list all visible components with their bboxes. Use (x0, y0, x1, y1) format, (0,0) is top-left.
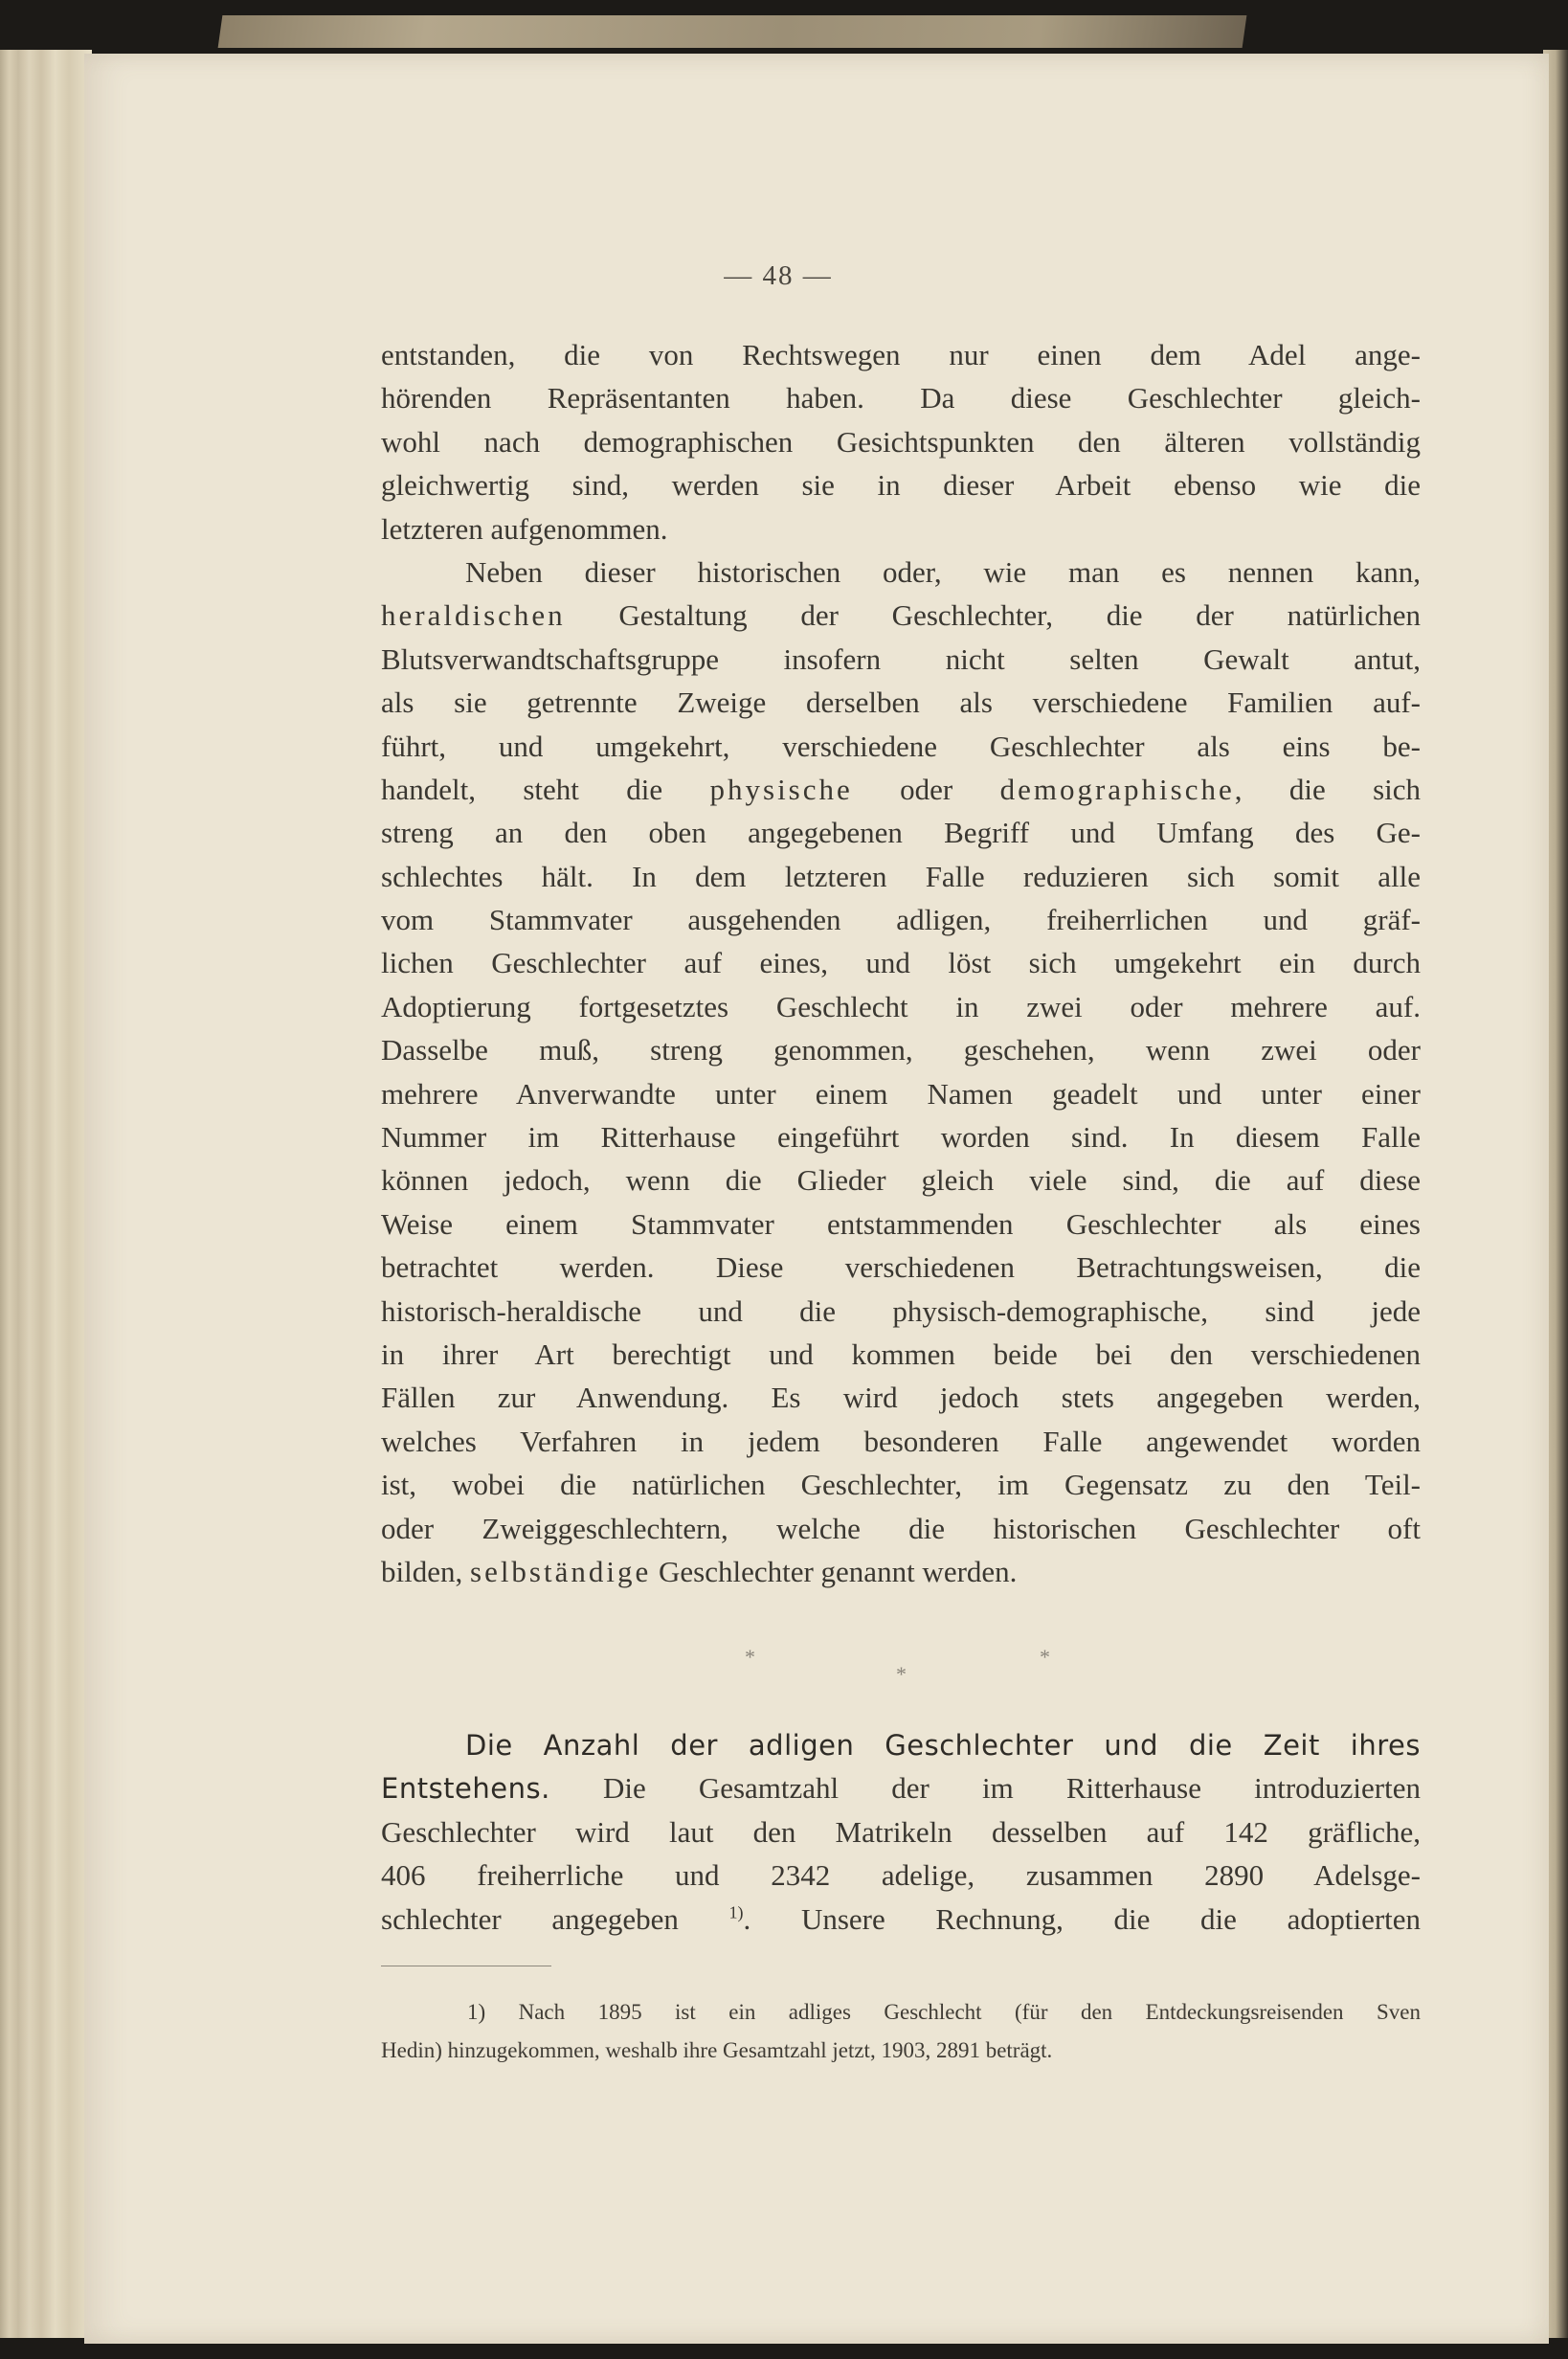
text-line: Dasselbe muß, streng genommen, geschehen, wenn zwei oder (381, 1033, 1421, 1067)
stacked-page-edges (0, 50, 92, 2344)
text-line: Nummer im Ritterhause eingeführt worden sind. In diesem Falle (381, 1120, 1421, 1155)
book-cover-edge (218, 15, 1247, 48)
text-line: streng an den oben angegebenen Begriff und Umfang des Ge- (381, 816, 1421, 850)
text-line (381, 1766, 1421, 1809)
text-line: Neben dieser historischen oder, wie man es nennen kann, (465, 554, 1421, 589)
text-line: vom Stammvater ausgehenden adligen, freiherrlichen und gräf- (381, 903, 1421, 937)
text-line: Weise einem Stammvater entstammenden Geschlechter als eines (381, 1206, 1421, 1241)
text-line: wohl nach demographischen Gesichtspunkten den älteren vollständig (381, 424, 1421, 459)
text-line: oder Zweiggeschlechtern, welche die historischen Geschlechter oft (381, 1511, 1421, 1545)
text-run: schlechter angegeben (381, 1901, 679, 1936)
text-line: welches Verfahren in jedem besonderen Falle angewendet worden (381, 1424, 1421, 1458)
text-line: in ihrer Art berechtigt und kommen beide bei den verschiedenen (381, 1337, 1421, 1371)
footnote-reference: 1) (728, 1902, 744, 1922)
text-line: hörenden Repräsentanten haben. Da diese Geschlechter gleich- (381, 381, 1421, 416)
text-line: 406 freiherrliche und 2342 adelige, zusammen 2890 Adelsge- (381, 1858, 1421, 1893)
text-line (381, 768, 1421, 811)
text-run: bilden, (381, 1554, 463, 1588)
text-run: oder (900, 772, 953, 806)
section-text (381, 1723, 1421, 1941)
spaced-word: heraldischen (381, 598, 566, 633)
text-line: gleichwertig sind, werden sie in dieser Arbeit ebenso wie die (381, 468, 1421, 503)
footnote-line: 1) Nach 1895 ist ein adliges Geschlecht (für den Entdeckungsreisenden Sven (467, 2000, 1421, 2024)
text-line (381, 594, 1421, 637)
section-heading: Entstehens. (381, 1772, 550, 1806)
text-line: lichen Geschlechter auf eines, und löst sich umgekehrt ein durch (381, 946, 1421, 980)
text-run: Gestaltung der Geschlechter, die der natürlichen (618, 598, 1422, 633)
text-run: . Unsere Rechnung, die die adoptierten (743, 1901, 1422, 1936)
asterisk-icon: * (745, 1645, 755, 1669)
asterisk-icon: * (896, 1662, 907, 1686)
text-line: schlechtes hält. In dem letzteren Falle reduzieren sich somit alle (381, 859, 1421, 893)
text-run: , die sich (1234, 772, 1422, 806)
spaced-word: physische (709, 772, 853, 806)
text-run: Geschlechter genannt werden. (659, 1554, 1018, 1588)
section-ornament (0, 1645, 1568, 1702)
page-number: — 48 — (724, 260, 833, 291)
text-line: führt, und umgekehrt, verschiedene Geschlechter als eins be- (381, 729, 1421, 763)
text-run: Die Gesamtzahl der im Ritterhause introduzierten (602, 1771, 1422, 1806)
text-line: können jedoch, wenn die Glieder gleich viele sind, die auf diese (381, 1163, 1421, 1198)
asterisk-icon: * (1040, 1645, 1050, 1669)
text-line (381, 1898, 1421, 1941)
text-line: mehrere Anverwandte unter einem Namen geadelt und unter einer (381, 1076, 1421, 1111)
text-line: Adoptierung fortgesetztes Geschlecht in zwei oder mehrere auf. (381, 989, 1421, 1023)
text-line: letzteren aufgenommen. (381, 511, 668, 546)
text-line: als sie getrennte Zweige derselben als verschiedene Familien auf- (381, 685, 1421, 720)
spaced-word: selbständige (470, 1554, 652, 1588)
footnote-line: Hedin) hinzugekommen, weshalb ihre Gesamtzahl jetzt, 1903, 2891 beträgt. (381, 2038, 1053, 2062)
text-line: historisch-heraldische und die physisch-demographische, sind jede (381, 1293, 1421, 1328)
section-heading: Die Anzahl der adligen Geschlechter und die Zeit ihres (465, 1729, 1421, 1762)
text-line (381, 1550, 1421, 1593)
text-line: Blutsverwandtschaftsgruppe insofern nicht selten Gewalt antut, (381, 641, 1421, 676)
body-text (381, 333, 1421, 1593)
text-line: betrachtet werden. Diese verschiedenen Betrachtungsweisen, die (381, 1250, 1421, 1285)
spaced-word: demographische (999, 772, 1235, 806)
text-line: entstanden, die von Rechtswegen nur einen dem Adel ange- (381, 338, 1421, 371)
footnote (381, 1993, 1421, 2070)
section-heading-line (381, 1723, 1421, 1766)
text-run: handelt, steht die (381, 772, 663, 806)
text-line: ist, wobei die natürlichen Geschlechter, im Gegensatz zu den Teil- (381, 1468, 1421, 1502)
text-line: Geschlechter wird laut den Matrikeln desselben auf 142 gräfliche, (381, 1814, 1421, 1849)
text-line: Fällen zur Anwendung. Es wird jedoch stets angegeben werden, (381, 1381, 1421, 1415)
